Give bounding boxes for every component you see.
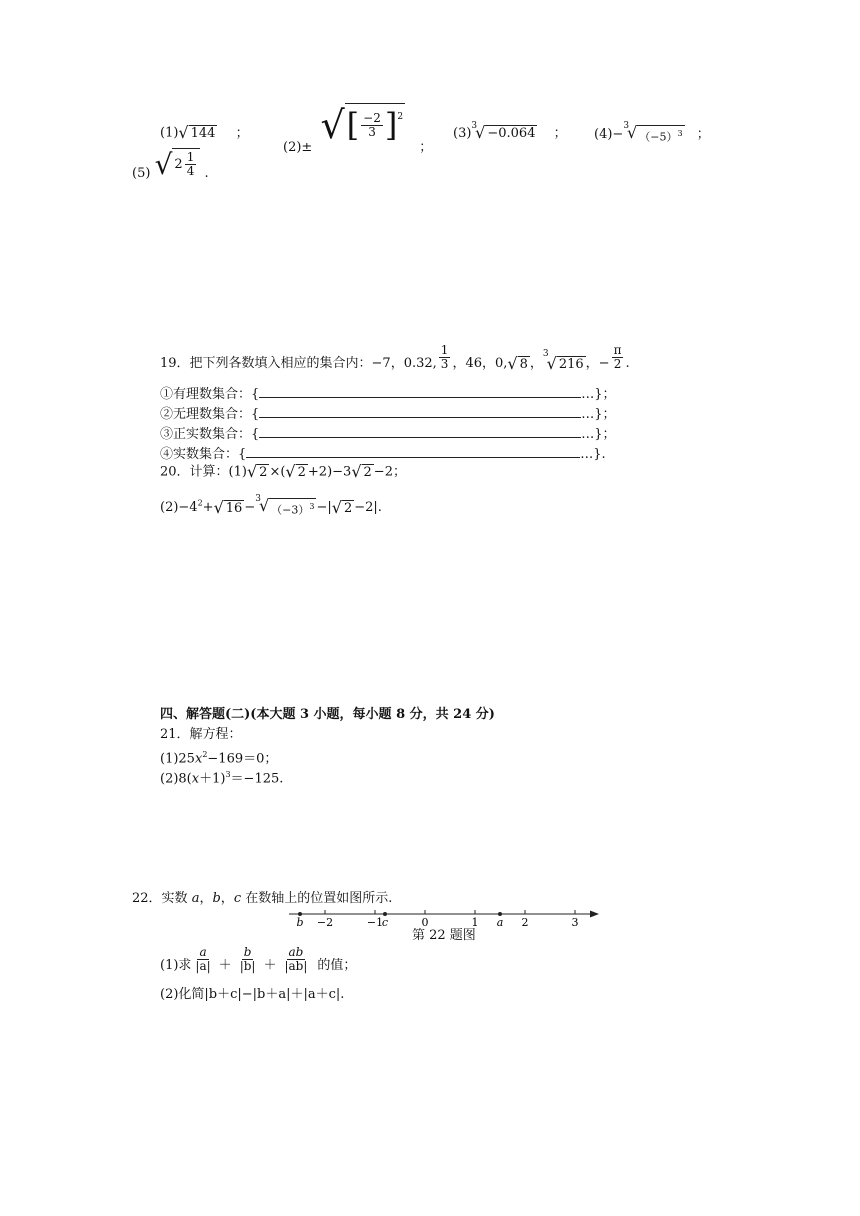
point-label-a: a	[496, 916, 504, 929]
q21-stem: 21．解方程：	[160, 727, 242, 742]
axis-arrow-icon	[590, 911, 599, 918]
sqrt-mixed-number: √ 2 $\frac{1}{4}$	[155, 148, 201, 182]
q18-part5: (5) √ 2 $\frac{1}{4}$ .	[132, 148, 209, 181]
q18-part1: (1) √ 144 ；	[160, 123, 249, 142]
q20-part2: $(2)-4^2+$ √ 16 − 3 √ $(-3)^3$ −| √ 2 −2|.	[160, 494, 382, 517]
q19-set-real: ④实数集合：{ …}.	[160, 447, 606, 462]
sqrt-2: √ 2	[351, 462, 372, 481]
q22-stem: 22．实数 a，b，c 在数轴上的位置如图所示.	[132, 891, 393, 906]
point-label-b: b	[296, 916, 304, 929]
fraction-one-third: $\frac{1}{3}$	[440, 343, 449, 371]
q20-part1: 20．计算：(1) √ 2 ×( √ 2 +2)−3 √ 2 −2；	[160, 462, 406, 481]
q18-part3: (3) 3 √ −0.064 ；	[453, 121, 567, 142]
q19-set-irrational: ②无理数集合：{ …}；	[160, 407, 616, 422]
fraction-a-over-abs-a: $\frac{a}{|a|}$	[195, 945, 211, 973]
sqrt-fraction-squared: √ [ $\frac{-2}{3}$ ] 2	[320, 103, 404, 147]
answer-blank[interactable]	[259, 405, 581, 418]
tick-label: −2	[316, 916, 334, 929]
cube-root-216: 3 √ 216	[542, 348, 584, 373]
cube-root-neg3-cubed: 3 √ $(-3)^3$	[255, 494, 315, 517]
sqrt-2: √ 2	[285, 462, 306, 481]
fraction-ab-over-abs-ab: $\frac{ab}{|ab|}$	[284, 945, 308, 973]
point-label-c: c	[381, 916, 389, 929]
answer-blank[interactable]	[259, 425, 581, 438]
sqrt-144: √ 144	[178, 123, 216, 142]
figure-caption: 第 22 题图	[412, 928, 476, 943]
sqrt-16: √ 16	[213, 497, 243, 517]
tick-label: 3	[571, 916, 579, 929]
cube-root-neg5-cubed: 3 √ $(-5)^3$	[623, 121, 683, 144]
fraction-pi-over-2: $\frac{\pi}{2}$	[613, 343, 622, 371]
tick-label: 1	[471, 916, 479, 929]
q22-part1: (1)求 $\frac{a}{|a|}$ ＋ $\frac{b}{|b|}$ ＋ $\frac{ab}{|ab|}$ 的值；	[160, 945, 357, 973]
q22-part2: (2)化简|b＋c|−|b＋a|＋|a＋c|.	[160, 987, 345, 1002]
tick-label: −1	[366, 916, 384, 929]
answer-blank[interactable]	[246, 445, 580, 458]
q19-set-rational: ①有理数集合：{ …}；	[160, 387, 616, 402]
sqrt-2: √ 2	[246, 462, 268, 481]
tick-label: 2	[521, 916, 529, 929]
sqrt-8: √ 8	[507, 353, 528, 373]
answer-blank[interactable]	[259, 385, 581, 398]
sqrt-2: √ 2	[331, 497, 353, 517]
q18-part4: (4)− 3 √ $(-5)^3$ ；	[594, 121, 710, 144]
cube-root-neg-0064: 3 √ −0.064	[471, 121, 536, 142]
q19-stem: 19．把下列各数填入相应的集合内：−7，0.32, $\frac{1}{3}$ ，46，0, √ 8 ， 3 √ 216 ，− $\frac{\pi}{2}$ .	[160, 343, 630, 373]
section-heading: 四、解答题(二)(本大题 3 小题，每小题 8 分，共 24 分)	[160, 707, 495, 722]
fraction-b-over-abs-b: $\frac{b}{|b|}$	[239, 945, 256, 973]
tick-label: 0	[421, 916, 429, 929]
q18-part2: (2)± √ [ $\frac{-2}{3}$ ] 2 ；	[283, 103, 433, 155]
q21-part1: $(1)25x^2-169=0$；	[160, 750, 278, 767]
q19-set-positive-real: ③正实数集合：{ …}；	[160, 427, 616, 442]
q21-part2: $(2)8(x+1)^3=-125$.	[160, 770, 284, 787]
